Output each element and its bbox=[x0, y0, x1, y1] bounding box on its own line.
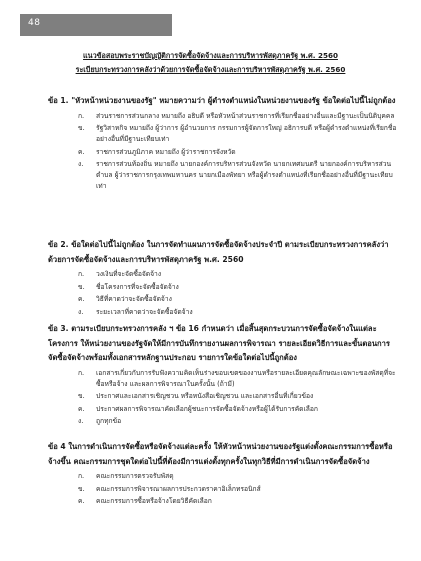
question-text: ข้อ 3. ตามระเบียบกระทรวงการคลัง ฯ ข้อ 16 กำหนดว่า เมื่อสิ้นสุดกระบวนการจัดซื้อจัดจ้างในแต่ละโครงการ ให้หน่วยงานของรัฐจัดให้มีการบันทึกรายงานผลการพิจารณา รายละเอียดวิธีการและขั้นตอนการจัดซื้อจัดจ้างพร้อมทั้งเอกสารหลักฐานประกอบ รายการใดข้อใดต่อไปนี้ถูกต้อง bbox=[48, 324, 390, 362]
question-1 bbox=[48, 94, 398, 194]
page-number-bar bbox=[20, 14, 172, 36]
option bbox=[78, 484, 398, 495]
option-text: รัฐวิสาหกิจ หมายถึง ผู้ว่าการ ผู้อำนวยการ กรรมการผู้จัดการใหญ่ อธิการบดี หรือผู้ดำรงตำแหน่งที่เรียกชื่ออย่างอื่นที่มีฐานะเทียบเท่า bbox=[96, 124, 397, 143]
option-key: ก. bbox=[78, 111, 85, 120]
option bbox=[78, 391, 398, 402]
option bbox=[78, 294, 398, 305]
option-key: ข. bbox=[78, 282, 85, 291]
option-text: ระยะเวลาที่คาดว่าจะจัดซื้อจัดจ้าง bbox=[96, 307, 193, 316]
option bbox=[78, 404, 398, 415]
option-key: ง. bbox=[78, 307, 84, 316]
option-key: ข. bbox=[78, 392, 85, 400]
option-text: ราชการส่วนท้องถิ่น หมายถึง นายกองค์การบริหารส่วนจังหวัด นายกเทศมนตรี นายกองค์การบริหารส่วนตำบล ผู้ว่าราชการกรุงเทพมหานคร นายกเมืองพัทยา หรือผู้ดำรงตำแหน่งที่เรียกชื่ออย่างอื่นที่มีฐานะเทียบเท่า bbox=[96, 160, 393, 190]
option bbox=[78, 368, 398, 390]
option-key: ข. bbox=[78, 484, 85, 493]
question-3 bbox=[48, 322, 398, 429]
option-key: ข. bbox=[78, 124, 85, 132]
header-line-1: แนวข้อสอบพระราชบัญญัติการจัดซื้อจัดจ้างและการบริหารพัสดุภาครัฐ พ.ศ. 2560 bbox=[83, 51, 338, 60]
option bbox=[78, 496, 398, 507]
option-text: คณะกรรมการพิจารณาผลการประกวดราคาอิเล็กทรอนิกส์ bbox=[96, 484, 261, 493]
header-line-2: ระเบียบกระทรวงการคลังว่าด้วยการจัดซื้อจัดจ้างและการบริหารพัสดุภาครัฐ พ.ศ. 2560 bbox=[75, 65, 346, 74]
question-text: ข้อ 2. ข้อใดต่อไปนี้ไม่ถูกต้อง ในการจัดทำแผนการจัดซื้อจัดจ้างประจำปี ตามระเบียบกระทรวงการคลังว่าด้วยการจัดซื้อจัดจ้างและการบริหารพัสดุภาครัฐ พ.ศ. 2560 bbox=[48, 240, 389, 264]
option-text: เอกสารเกี่ยวกับการรับฟังความคิดเห็นร่างขอบเขตของงานหรือรายละเอียดคุณลักษณะเฉพาะของพัสดุที่จะซื้อหรือจ้าง และผลการพิจารณาในครั้งนั้น (ถ้ามี) bbox=[96, 368, 396, 388]
question-2 bbox=[48, 238, 398, 319]
document-header bbox=[0, 49, 421, 77]
option-text: ถูกทุกข้อ bbox=[96, 417, 122, 425]
option bbox=[78, 269, 398, 280]
question-4 bbox=[48, 440, 398, 509]
option-text: ประกาศและเอกสารเชิญชวน หรือหนังสือเชิญชวน และเอกสารอื่นที่เกี่ยวข้อง bbox=[96, 392, 314, 400]
option-key: ก. bbox=[78, 368, 85, 377]
option-text: ประกาศผลการพิจารณาคัดเลือกผู้ชนะการจัดซื้อจัดจ้างหรือผู้ได้รับการคัดเลือก bbox=[96, 404, 318, 413]
option bbox=[78, 123, 398, 145]
question-text: ข้อ 4 ในการดำเนินการจัดซื้อหรือจัดจ้างแต่ละครั้ง ให้หัวหน้าหน่วยงานของรัฐแต่งตั้งคณะกรรมการซื้อหรือจ้างขึ้น คณะกรรมการชุดใดต่อไปนี้ที่ต้องมีการแต่งตั้งทุกครั้งในทุกวิธีที่มีการดำเนินการจัดซื้อจัดจ้าง bbox=[48, 442, 393, 466]
option-key: ง. bbox=[78, 160, 84, 168]
option bbox=[78, 307, 398, 318]
page-number: 48 bbox=[28, 18, 41, 28]
option-text: คณะกรรมการตรวจรับพัสดุ bbox=[96, 472, 174, 480]
option-text: ราชการส่วนภูมิภาค หมายถึง ผู้ว่าราชการจังหวัด bbox=[96, 147, 236, 156]
option-text: วิธีที่คาดว่าจะจัดซื้อจัดจ้าง bbox=[96, 295, 172, 303]
option-text: คณะกรรมการซื้อหรือจ้างโดยวิธีคัดเลือก bbox=[96, 497, 212, 505]
option-key: ก. bbox=[78, 270, 85, 278]
option bbox=[78, 159, 398, 192]
option bbox=[78, 282, 398, 293]
option-text: วงเงินที่จะจัดซื้อจัดจ้าง bbox=[96, 270, 162, 278]
option-key: ง. bbox=[78, 417, 84, 425]
question-text: ข้อ 1. "หัวหน้าหน่วยงานของรัฐ" หมายความว่า ผู้ดำรงตำแหน่งในหน่วยงานของรัฐ ข้อใดต่อไปนี้ไม่ถูกต้อง bbox=[48, 96, 396, 105]
option bbox=[78, 416, 398, 427]
option-key: ค. bbox=[78, 497, 85, 505]
option-key: ค. bbox=[78, 404, 85, 413]
option-key: ก. bbox=[78, 472, 85, 480]
option bbox=[78, 147, 398, 158]
option bbox=[78, 471, 398, 482]
option-text: ชื่อโครงการที่จะจัดซื้อจัดจ้าง bbox=[96, 282, 179, 291]
option bbox=[78, 111, 398, 122]
option-text: ส่วนราชการส่วนกลาง หมายถึง อธิบดี หรือหัวหน้าส่วนราชการที่เรียกชื่ออย่างอื่นและมีฐานะเป็นนิติบุคคล bbox=[96, 111, 395, 120]
option-key: ค. bbox=[78, 147, 85, 156]
option-key: ค. bbox=[78, 295, 85, 303]
